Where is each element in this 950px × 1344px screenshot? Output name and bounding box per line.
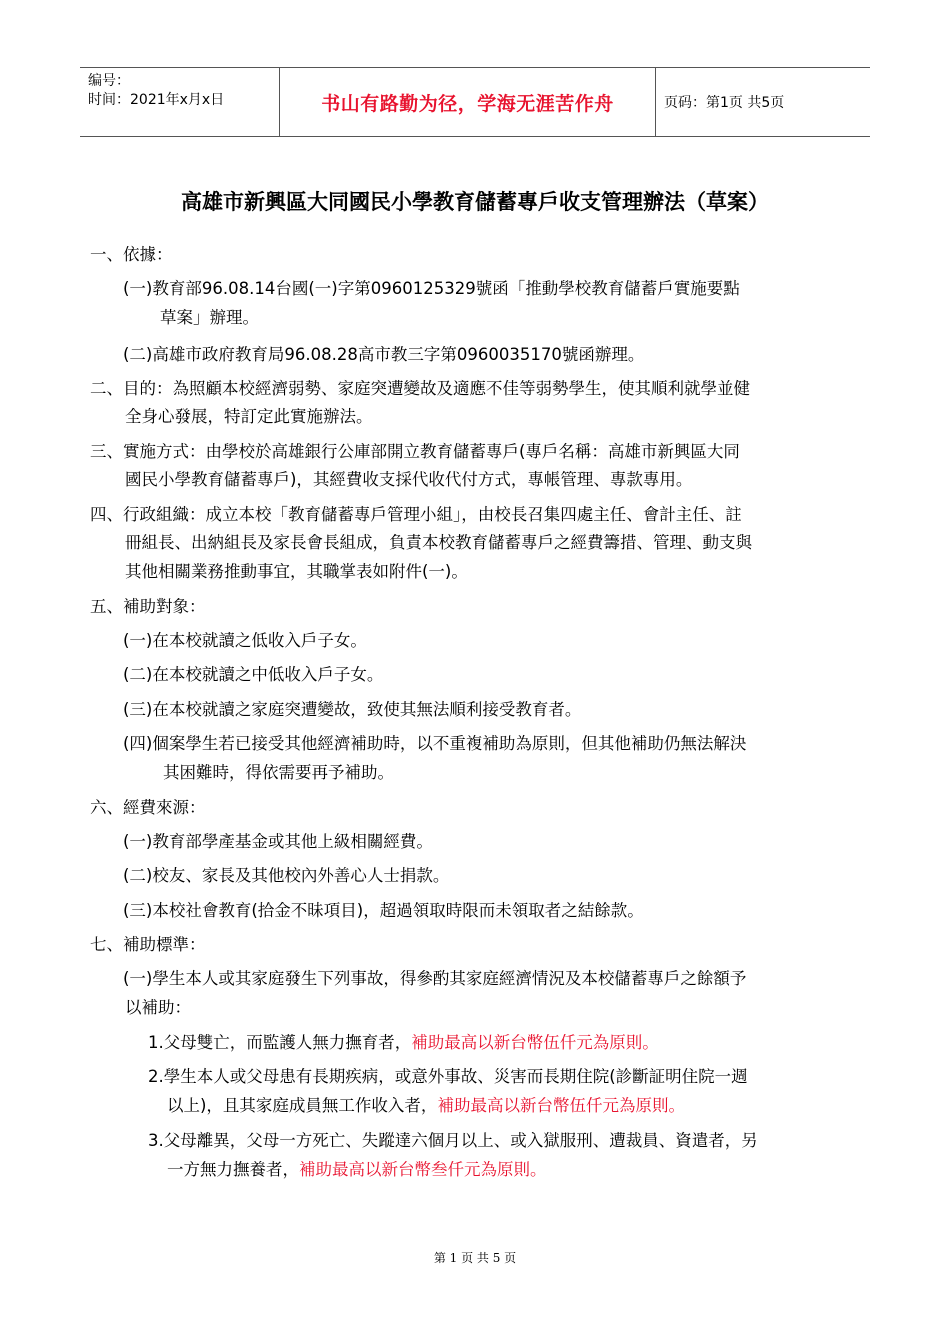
list-item: (一)學生本人或其家庭發生下列事故，得參酌其家庭經濟情況及本校儲蓄專戶之餘額予 (123, 969, 747, 988)
list-item: (二)高雄市政府教育局96.08.28高市教三字第0960035170號函辦理。 (123, 345, 645, 364)
list-item: (一)教育部96.08.14台國(一)字第0960125329號函「推動學校教育儲蓄戶實施要點 (123, 279, 740, 298)
numbered-item (148, 1031, 659, 1055)
list-item: (三)本校社會教育(拾金不昧項目)，超過領取時限而未領取者之結餘款。 (123, 901, 644, 920)
section-paragraph-continued: 國民小學教育儲蓄專戶)，其經費收支採代收代付方式，專帳管理、專款專用。 (125, 470, 693, 489)
numbered-item-continued (167, 1094, 685, 1118)
page-header (80, 67, 870, 137)
list-item: (四)個案學生若已接受其他經濟補助時，以不重複補助為原則，但其他補助仍無法解決 (123, 734, 747, 753)
list-item-continued: 其困難時，得依需要再予補助。 (163, 763, 394, 782)
header-page-info: 页码：第1页 共5页 (664, 95, 785, 111)
list-item: (二)在本校就讀之中低收入戶子女。 (123, 665, 384, 684)
section-paragraph-continued: 全身心發展，特訂定此實施辦法。 (125, 407, 373, 426)
document-number-label: 编号： (88, 73, 130, 89)
list-item: (一)在本校就讀之低收入戶子女。 (123, 631, 367, 650)
list-item-continued: 草案」辦理。 (160, 308, 259, 327)
subsidy-limit-note: 補助最高以新台幣叁仟元為原則。 (299, 1160, 547, 1179)
numbered-item: 2.學生本人或父母患有長期疾病，或意外事故、災害而長期住院(診斷証明住院一週 (148, 1067, 748, 1086)
section-paragraph: 三、實施方式：由學校於高雄銀行公庫部開立教育儲蓄專戶(專戶名稱：高雄市新興區大同 (90, 442, 740, 461)
section-heading: 七、補助標準： (90, 935, 206, 954)
list-item-continued: 以補助： (125, 998, 191, 1017)
numbered-item-continued (167, 1158, 547, 1182)
header-left-cell (80, 68, 280, 136)
section-paragraph: 二、目的：為照顧本校經濟弱勢、家庭突遭變故及適應不佳等弱勢學生，使其順利就學並健 (90, 379, 750, 398)
header-motto: 书山有路勤为径，学海无涯苦作舟 (280, 68, 656, 136)
subsidy-limit-note: 補助最高以新台幣伍仟元為原則。 (411, 1033, 659, 1052)
section-paragraph-continued: 冊組長、出納組長及家長會長組成，負責本校教育儲蓄專戶之經費籌措、管理、動支與 (125, 533, 752, 552)
numbered-item-text: 1.父母雙亡，而監護人無力撫育者， (148, 1033, 412, 1052)
subsidy-limit-note: 補助最高以新台幣伍仟元為原則。 (437, 1096, 685, 1115)
document-date: 时间：2021年x月x日 (88, 92, 225, 108)
list-item: (一)教育部學產基金或其他上級相關經費。 (123, 832, 433, 851)
section-paragraph: 四、行政組織：成立本校「教育儲蓄專戶管理小組」，由校長召集四處主任、會計主任、註 (90, 505, 742, 524)
numbered-item-text: 以上)，且其家庭成員無工作收入者， (167, 1096, 438, 1115)
section-paragraph-continued: 其他相關業務推動事宜，其職掌表如附件(一)。 (125, 562, 468, 581)
section-heading: 一、依據： (90, 245, 173, 264)
numbered-item-text: 一方無力撫養者， (167, 1160, 299, 1179)
page-footer: 第 1 页 共 5 页 (433, 1251, 517, 1265)
list-item: (三)在本校就讀之家庭突遭變故，致使其無法順利接受教育者。 (123, 700, 582, 719)
document-title: 高雄市新興區大同國民小學教育儲蓄專戶收支管理辦法（草案） (181, 189, 769, 214)
section-heading: 五、補助對象： (90, 597, 206, 616)
section-heading: 六、經費來源： (90, 798, 206, 817)
list-item: (二)校友、家長及其他校內外善心人士捐款。 (123, 866, 450, 885)
numbered-item: 3.父母離異，父母一方死亡、失蹤達六個月以上、或入獄服刑、遭裁員、資遣者，另 (148, 1131, 758, 1150)
